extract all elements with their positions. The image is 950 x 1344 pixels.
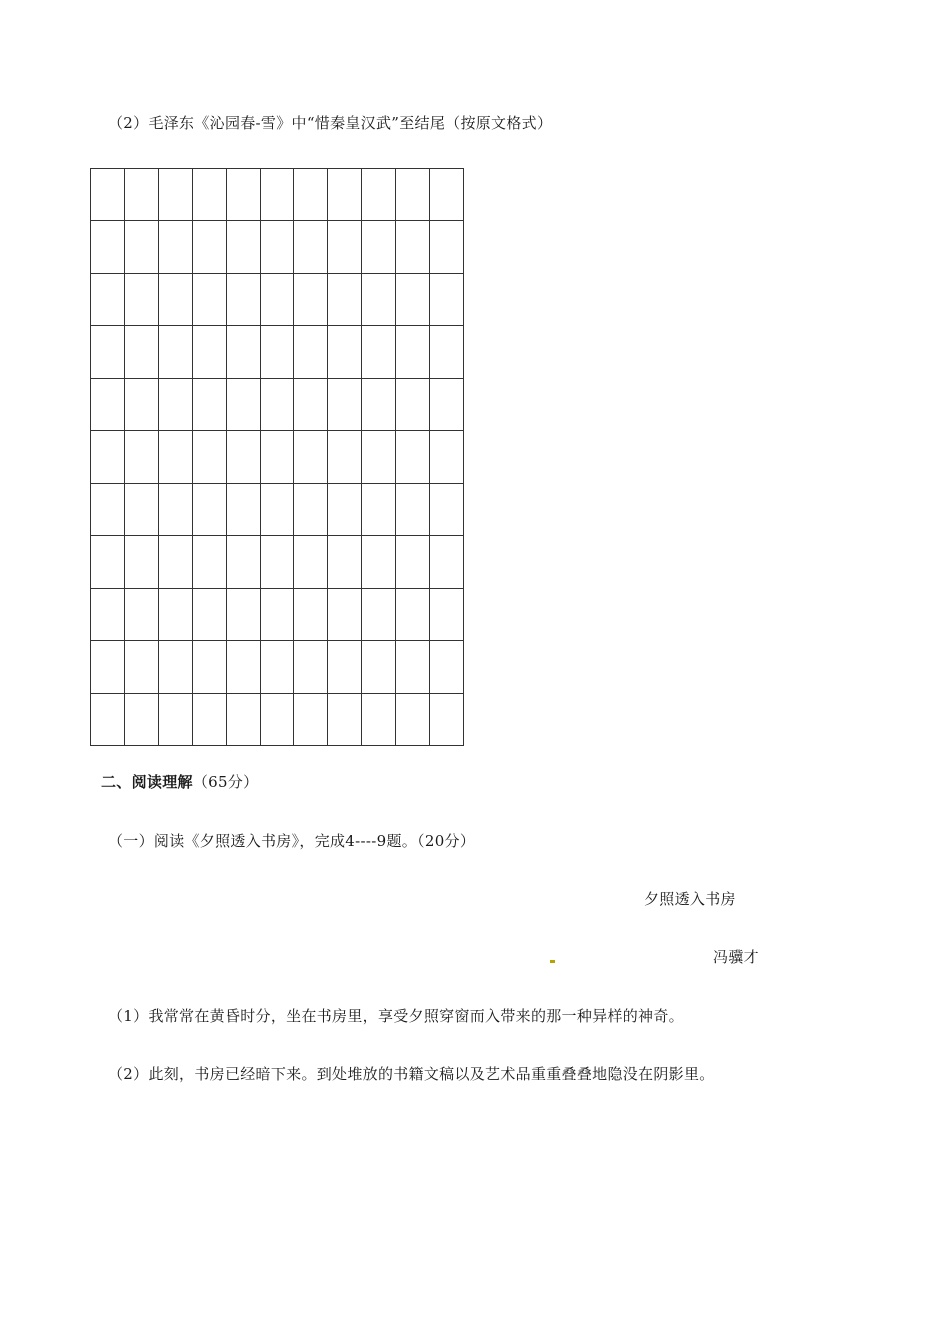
grid-cell bbox=[159, 589, 193, 641]
grid-cell bbox=[430, 221, 464, 273]
grid-cell bbox=[396, 694, 430, 746]
grid-cell bbox=[328, 484, 362, 536]
grid-cell bbox=[362, 169, 396, 221]
grid-cell bbox=[430, 431, 464, 483]
grid-cell bbox=[328, 379, 362, 431]
grid-cell bbox=[294, 641, 328, 693]
grid-cell bbox=[430, 484, 464, 536]
paragraph-1: （1）我常常在黄昏时分，坐在书房里，享受夕照穿窗而入带来的那一种异样的神奇。 bbox=[108, 1007, 684, 1025]
grid-cell bbox=[261, 641, 295, 693]
grid-cell bbox=[125, 484, 159, 536]
grid-cell bbox=[430, 694, 464, 746]
grid-cell bbox=[125, 641, 159, 693]
section-two-heading bbox=[101, 772, 258, 792]
grid-cell bbox=[159, 694, 193, 746]
grid-cell bbox=[193, 641, 227, 693]
grid-cell bbox=[328, 641, 362, 693]
grid-cell bbox=[159, 169, 193, 221]
grid-cell bbox=[362, 641, 396, 693]
grid-cell bbox=[294, 169, 328, 221]
grid-cell bbox=[261, 221, 295, 273]
grid-cell bbox=[159, 536, 193, 588]
grid-cell bbox=[328, 221, 362, 273]
grid-cell bbox=[430, 169, 464, 221]
grid-cell bbox=[261, 274, 295, 326]
grid-cell bbox=[430, 589, 464, 641]
grid-cell bbox=[396, 431, 430, 483]
grid-cell bbox=[294, 589, 328, 641]
grid-cell bbox=[328, 536, 362, 588]
grid-cell bbox=[396, 641, 430, 693]
grid-cell bbox=[159, 379, 193, 431]
writing-grid bbox=[90, 168, 464, 746]
grid-cell bbox=[91, 694, 125, 746]
grid-cell bbox=[328, 431, 362, 483]
grid-cell bbox=[159, 274, 193, 326]
grid-cell bbox=[193, 431, 227, 483]
grid-cell bbox=[91, 221, 125, 273]
grid-cell bbox=[227, 169, 261, 221]
article-author: 冯骥才 bbox=[713, 948, 759, 966]
grid-cell bbox=[362, 536, 396, 588]
grid-cell bbox=[328, 274, 362, 326]
grid-cell bbox=[125, 169, 159, 221]
grid-cell bbox=[227, 431, 261, 483]
grid-cell bbox=[125, 536, 159, 588]
grid-cell bbox=[430, 641, 464, 693]
grid-cell bbox=[125, 221, 159, 273]
grid-cell bbox=[227, 536, 261, 588]
grid-cell bbox=[193, 221, 227, 273]
grid-cell bbox=[227, 221, 261, 273]
grid-cell bbox=[396, 169, 430, 221]
grid-cell bbox=[91, 326, 125, 378]
grid-cell bbox=[294, 326, 328, 378]
grid-cell bbox=[430, 326, 464, 378]
grid-cell bbox=[328, 326, 362, 378]
grid-cell bbox=[396, 326, 430, 378]
grid-cell bbox=[294, 431, 328, 483]
grid-cell bbox=[193, 484, 227, 536]
grid-cell bbox=[227, 589, 261, 641]
grid-cell bbox=[396, 484, 430, 536]
grid-cell bbox=[430, 536, 464, 588]
grid-cell bbox=[91, 431, 125, 483]
grid-cell bbox=[396, 221, 430, 273]
grid-cell bbox=[125, 379, 159, 431]
grid-cell bbox=[125, 694, 159, 746]
grid-cell bbox=[91, 379, 125, 431]
grid-cell bbox=[261, 536, 295, 588]
grid-cell bbox=[227, 274, 261, 326]
section-two-score: （65分） bbox=[192, 773, 259, 791]
grid-cell bbox=[125, 326, 159, 378]
grid-cell bbox=[328, 694, 362, 746]
grid-cell bbox=[362, 589, 396, 641]
grid-cell bbox=[227, 326, 261, 378]
grid-cell bbox=[193, 536, 227, 588]
grid-cell bbox=[430, 379, 464, 431]
grid-cell bbox=[193, 326, 227, 378]
grid-cell bbox=[294, 536, 328, 588]
grid-cell bbox=[193, 589, 227, 641]
grid-cell bbox=[91, 641, 125, 693]
grid-cell bbox=[362, 326, 396, 378]
article-title: 夕照透入书房 bbox=[644, 890, 736, 908]
grid-cell bbox=[362, 221, 396, 273]
grid-cell bbox=[227, 379, 261, 431]
grid-cell bbox=[91, 169, 125, 221]
grid-cell bbox=[125, 274, 159, 326]
grid-cell bbox=[261, 431, 295, 483]
grid-cell bbox=[227, 641, 261, 693]
grid-cell bbox=[261, 379, 295, 431]
grid-cell bbox=[261, 484, 295, 536]
reading-one-instruction: （一）阅读《夕照透入书房》，完成4----9题。（20分） bbox=[108, 832, 476, 850]
grid-cell bbox=[362, 379, 396, 431]
grid-cell bbox=[193, 694, 227, 746]
grid-cell bbox=[430, 274, 464, 326]
grid-cell bbox=[261, 694, 295, 746]
grid-cell bbox=[193, 274, 227, 326]
grid-cell bbox=[125, 431, 159, 483]
section-two-title: 二、阅读理解 bbox=[101, 773, 193, 791]
grid-cell bbox=[362, 274, 396, 326]
grid-cell bbox=[261, 169, 295, 221]
grid-cell bbox=[159, 641, 193, 693]
grid-cell bbox=[91, 536, 125, 588]
grid-cell bbox=[328, 169, 362, 221]
grid-cell bbox=[193, 169, 227, 221]
grid-cell bbox=[362, 431, 396, 483]
grid-cell bbox=[396, 274, 430, 326]
grid-cell bbox=[294, 484, 328, 536]
stray-mark bbox=[550, 960, 555, 963]
grid-cell bbox=[159, 484, 193, 536]
grid-cell bbox=[261, 326, 295, 378]
grid-cell bbox=[294, 221, 328, 273]
grid-cell bbox=[159, 221, 193, 273]
grid-cell bbox=[227, 694, 261, 746]
grid-cell bbox=[193, 379, 227, 431]
grid-cell bbox=[396, 536, 430, 588]
grid-cell bbox=[396, 589, 430, 641]
grid-cell bbox=[362, 484, 396, 536]
question-2-prompt: （2）毛泽东《沁园春-雪》中“惜秦皇汉武”至结尾（按原文格式） bbox=[108, 114, 553, 132]
paragraph-2: （2）此刻，书房已经暗下来。到处堆放的书籍文稿以及艺术品重重叠叠地隐没在阴影里。 bbox=[108, 1065, 715, 1083]
grid-cell bbox=[294, 379, 328, 431]
grid-cell bbox=[227, 484, 261, 536]
grid-cell bbox=[294, 694, 328, 746]
grid-cell bbox=[294, 274, 328, 326]
grid-cell bbox=[328, 589, 362, 641]
grid-cell bbox=[261, 589, 295, 641]
grid-cell bbox=[159, 431, 193, 483]
grid-cell bbox=[362, 694, 396, 746]
grid-cell bbox=[91, 484, 125, 536]
grid-cell bbox=[396, 379, 430, 431]
grid-cell bbox=[125, 589, 159, 641]
grid-cell bbox=[91, 274, 125, 326]
grid-cell bbox=[159, 326, 193, 378]
grid-cell bbox=[91, 589, 125, 641]
